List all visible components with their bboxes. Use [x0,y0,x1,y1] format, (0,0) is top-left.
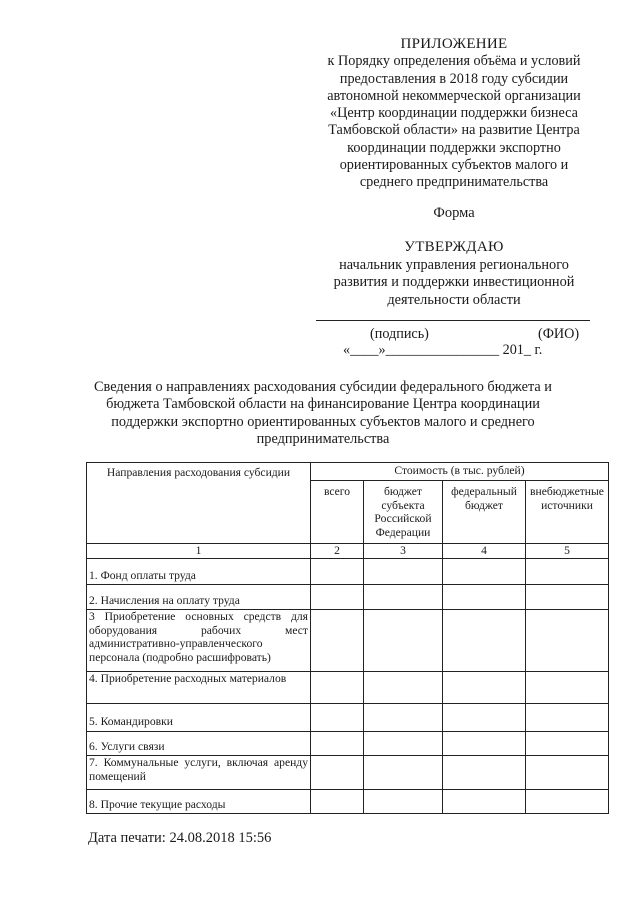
heading-line: предпринимательства [256,430,390,447]
cell-total[interactable] [311,610,364,672]
header-directions: Направления расходования субсидии [87,463,311,544]
appendix-line: Тамбовской области» на развитие Центра [328,122,580,139]
cell-extrabudgetary[interactable] [526,704,609,732]
fio-label: (ФИО) [538,326,580,342]
table-row [87,756,609,790]
table-row [87,559,609,585]
cell-total[interactable] [311,790,364,814]
print-date: Дата печати: 24.08.2018 15:56 [88,830,272,846]
cell-federal[interactable] [443,704,526,732]
cell-extrabudgetary[interactable] [526,610,609,672]
approval-title: УТВЕРЖДАЮ [404,239,504,255]
row-label: 8. Прочие текущие расходы [87,790,311,814]
cell-regional[interactable] [364,756,443,790]
row-label: 4. Приобретение расходных материалов [87,672,311,704]
appendix-line: к Порядку определения объёма и условий [327,53,581,70]
heading-line: поддержки экспортно ориентированных субъектов малого и среднего [111,413,535,430]
row-label: 6. Услуги связи [87,732,311,756]
table-row [87,732,609,756]
approval-line: развития и поддержки инвестиционной [333,274,575,290]
row-label: 7. Коммунальные услуги, включая аренду помещений [87,756,311,790]
cell-federal[interactable] [443,610,526,672]
cell-total[interactable] [311,672,364,704]
row-label: 1. Фонд оплаты труда [87,559,311,585]
column-number: 3 [364,544,443,559]
column-number: 1 [87,544,311,559]
cell-federal[interactable] [443,559,526,585]
appendix-title: ПРИЛОЖЕНИЕ [400,36,508,52]
subheader-extrabudgetary: внебюджетные источники [526,481,609,544]
appendix-line: «Центр координации поддержки бизнеса [330,105,578,122]
row-label: 3 Приобретение основных средств для оборудования рабочих мест административно-управленческого персонала (подробно расшифровать) [87,610,311,672]
cell-extrabudgetary[interactable] [526,672,609,704]
cell-extrabudgetary[interactable] [526,559,609,585]
cell-federal[interactable] [443,790,526,814]
approval-line: деятельности области [387,291,521,308]
cell-total[interactable] [311,756,364,790]
appendix-line: ориентированных субъектов малого и [339,157,569,174]
column-numbers-row [87,544,609,559]
table-row [87,790,609,814]
cell-extrabudgetary[interactable] [526,585,609,610]
cell-total[interactable] [311,559,364,585]
table-row [87,585,609,610]
approval-line: начальник управления регионального [339,256,569,273]
cell-extrabudgetary[interactable] [526,732,609,756]
subheader-federal-budget: федеральный бюджет [443,481,526,544]
cell-extrabudgetary[interactable] [526,790,609,814]
appendix-block [298,36,610,192]
appendix-line: предоставления в 2018 году субсидии [339,70,569,87]
row-label: 2. Начисления на оплату труда [87,585,311,610]
heading-line: бюджета Тамбовской области на финансирование Центра координации [106,396,540,413]
cell-federal[interactable] [443,732,526,756]
cell-federal[interactable] [443,672,526,704]
subheader-total: всего [311,481,364,544]
signature-line [316,320,590,321]
heading-line: Сведения о направлениях расходования субсидии федерального бюджета и [94,379,552,395]
column-number: 5 [526,544,609,559]
cell-regional[interactable] [364,732,443,756]
column-number: 2 [311,544,364,559]
appendix-line: среднего предпринимательства [359,174,549,191]
appendix-line: автономной некоммерческой организации [327,87,581,104]
cell-total[interactable] [311,704,364,732]
cell-federal[interactable] [443,756,526,790]
appendix-line: координации поддержки экспортно [347,139,561,156]
cell-federal[interactable] [443,585,526,610]
form-label: Форма [433,205,475,221]
header-cost: Стоимость (в тыс. рублей) [311,463,609,481]
cell-total[interactable] [311,585,364,610]
cell-extrabudgetary[interactable] [526,756,609,790]
cell-regional[interactable] [364,559,443,585]
approval-block [298,239,610,309]
expenditure-table [86,462,609,814]
cell-regional[interactable] [364,672,443,704]
document-heading [78,379,568,448]
table-row [87,704,609,732]
subheader-regional-budget: бюджет субъекта Российской Федерации [364,481,443,544]
signature-label: (подпись) [370,326,429,342]
column-number: 4 [443,544,526,559]
cell-regional[interactable] [364,790,443,814]
date-line: «____»________________ 201_ г. [343,342,543,358]
cell-regional[interactable] [364,585,443,610]
cell-total[interactable] [311,732,364,756]
table-row [87,610,609,672]
table-row [87,672,609,704]
cell-regional[interactable] [364,610,443,672]
row-label: 5. Командировки [87,704,311,732]
cell-regional[interactable] [364,704,443,732]
